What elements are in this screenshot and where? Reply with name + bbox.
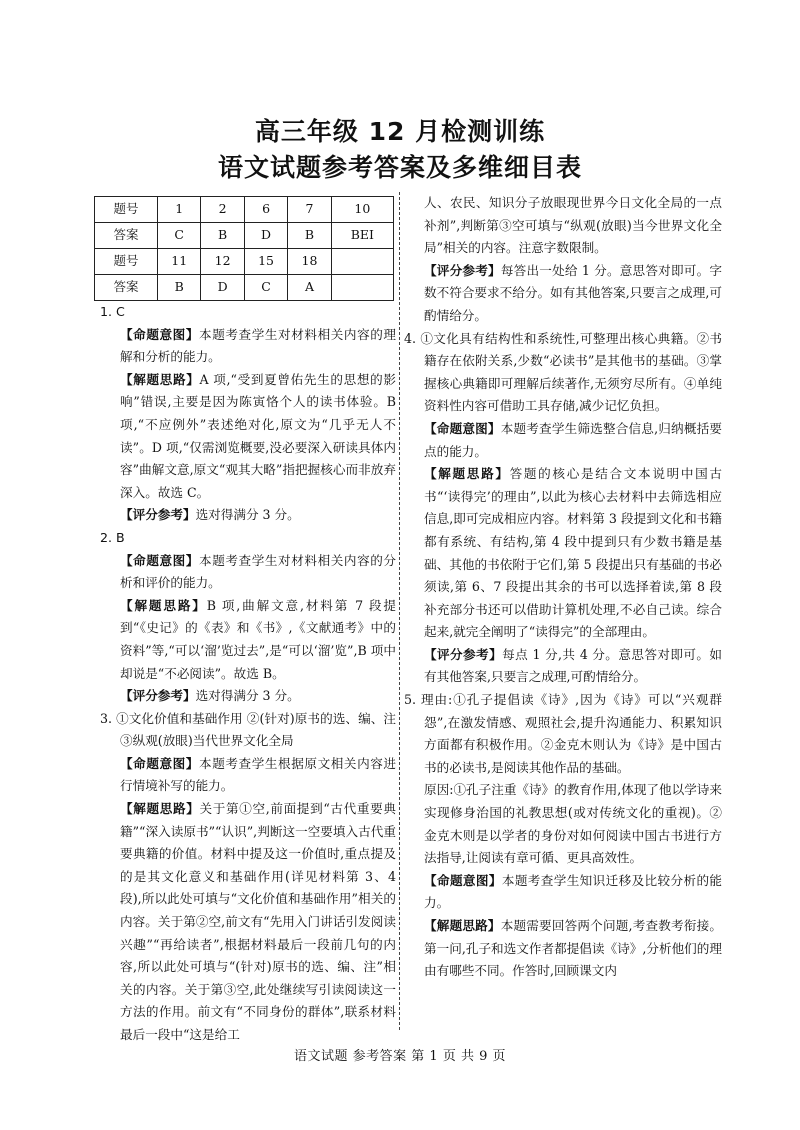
answer-table	[94, 196, 394, 301]
idea-text: 答题的核心是结合文本说明中国古书“‘读得完’的理由”,以此为核心去材料中去筛选相应信息,即可完成相应内容。材料第 3 段提到文化和书籍都有系统、有结构,第 4 段中提到只有少数书籍是基础、其他的书依附于它们,第 5 段提出只有基础的书必须读,第 6、7 段提出其余的书可以选择着读,第 8 段补充部分书还可以借助计算机处理,不必自己读。综合起来,就完全阐明了“读得完”的全部理由。	[424, 466, 723, 640]
page-title: 高三年级 12 月检测训练	[254, 117, 546, 146]
q4-intent	[404, 418, 722, 463]
table-cell: 答案	[95, 223, 158, 249]
score-text: 每点 1 分,共 4 分。意思答对即可。如有其他答案,只要言之成理,可酌情给分。	[424, 646, 723, 685]
q3-idea	[100, 798, 396, 1047]
q3-score	[404, 260, 722, 328]
q4-score	[404, 644, 722, 689]
column-divider	[399, 192, 400, 1030]
score-tag: 【评分参考】	[424, 262, 501, 278]
intent-tag: 【命题意图】	[120, 326, 200, 342]
q2-intent	[100, 550, 396, 595]
idea-tag: 【解题思路】	[120, 597, 207, 613]
score-tag: 【评分参考】	[120, 507, 196, 523]
table-cell: 题号	[95, 249, 158, 275]
q5-reason: 原因:①孔子注重《诗》的教育作用,体现了他以学诗来实现修身治国的礼教思想(或对传统文化的重视)。②金克木则是以学者的身份对如何阅读中国古书进行方法指导,让阅读有章可循、更具高效性。	[424, 782, 722, 866]
idea-tag: 【解题思路】	[424, 466, 510, 482]
table-cell: 12	[201, 249, 244, 275]
table-cell: D	[244, 223, 287, 249]
score-text: 选对得满分 3 分。	[195, 688, 300, 704]
table-cell: 答案	[95, 275, 158, 301]
table-cell: A	[288, 275, 331, 301]
q4-idea	[404, 463, 722, 644]
table-cell: B	[158, 275, 201, 301]
page-footer: 语文试题 参考答案 第 1 页 共 9 页	[294, 1049, 506, 1064]
q1-score	[100, 504, 396, 527]
table-cell: 6	[244, 197, 287, 223]
q3-continued: 人、农民、知识分子放眼现世界今日文化全局的一点补剂”,判断第③空可填与“纵观(放眼)当今世界文化全局”相关的内容。注意字数限制。	[424, 195, 722, 256]
right-column	[404, 192, 722, 983]
table-cell: 10	[331, 197, 393, 223]
intent-text: 本题考查学生对材料相关内容的理解和分析的能力。	[120, 326, 397, 365]
table-cell: B	[201, 223, 244, 249]
q1-intent	[100, 324, 396, 369]
table-cell	[331, 275, 393, 301]
q5-intent	[404, 870, 722, 915]
intent-text: 本题考查学生筛选整合信息,归纳概括要点的能力。	[424, 420, 722, 459]
idea-tag: 【解题思路】	[120, 801, 200, 817]
q1-answer: 1. C	[100, 304, 125, 319]
table-cell: B	[288, 223, 331, 249]
intent-tag: 【命题意图】	[424, 872, 502, 888]
page-subtitle: 语文试题参考答案及多维细目表	[217, 153, 582, 182]
left-column	[100, 192, 396, 1047]
idea-text: 关于第①空,前面提到“古代重要典籍”“深入读原书”“认识”,判断这一空要填入古代重要典籍的价值。材料中提及这一价值时,重点提及的是其文化意义和基础作用(详见材料第 3、4 段),所以此处可填与“文化价值和基础作用”相关的内容。关于第②空,前文有“先用入门讲话引发阅读兴趣”“再给读者”,根据材料最后一段前几句的内容,所以此处可填与“(针对)原书的选、编、注”相关的内容。关于第③空,此处继续写引读阅读这一方法的作用。前文有“不同身份的群体”,联系材料最后一段中“这是给工	[120, 801, 396, 1042]
table-cell: 7	[288, 197, 331, 223]
intent-text: 本题考查学生知识迁移及比较分析的能力。	[424, 872, 723, 911]
intent-tag: 【命题意图】	[424, 420, 501, 436]
score-tag: 【评分参考】	[120, 688, 196, 704]
table-cell: 题号	[95, 197, 158, 223]
table-cell: BEI	[331, 223, 393, 249]
intent-tag: 【命题意图】	[120, 755, 200, 771]
score-text: 选对得满分 3 分。	[195, 507, 300, 523]
q1-idea	[100, 369, 396, 505]
table-cell: 2	[201, 197, 244, 223]
intent-text: 本题考查学生对材料相关内容的分析和评价的能力。	[120, 552, 397, 591]
intent-tag: 【命题意图】	[120, 552, 200, 568]
table-cell: C	[158, 223, 201, 249]
q3-answer: 3. ①文化价值和基础作用 ②(针对)原书的选、编、注 ③纵观(放眼)当代世界文化全局	[100, 710, 396, 749]
q2-idea	[100, 595, 396, 685]
q2-score	[100, 685, 396, 708]
table-row	[95, 197, 394, 223]
q5-idea	[404, 915, 722, 983]
table-row	[95, 223, 394, 249]
q3-intent	[100, 753, 396, 798]
table-cell: 18	[288, 249, 331, 275]
table-cell: 11	[158, 249, 201, 275]
table-row	[95, 249, 394, 275]
q5-answer: 5. 理由:①孔子提倡读《诗》,因为《诗》可以“兴观群怨”,在激发情感、观照社会,提升沟通能力、积累知识方面都有积极作用。②金克木则认为《诗》是中国古书的必读书,是阅读其他作品的基础。	[404, 692, 722, 775]
intent-text: 本题考查学生根据原文相关内容进行情境补写的能力。	[120, 755, 397, 794]
q2-answer: 2. B	[100, 529, 125, 545]
idea-text: B 项,曲解文意,材料第 7 段提到“《史记》的《表》和《书》,《文献通考》中的资料”等,“可以‘溜’览过去”,是“可以‘溜’览”,B 项中却说是“不必阅读”。故选 B。	[120, 597, 396, 681]
idea-text: A 项,“受到夏曾佑先生的思想的影响”错误,主要是因为陈寅恪个人的读书体验。B 项,“不应例外”表述绝对化,原文为“几乎无人不读”。D 项,“仅需浏览概要,没必要深入研读具体内容”曲解文意,原文“观其大略”指把握核心而非放弃深入。故选 C。	[120, 371, 396, 500]
table-cell: 15	[244, 249, 287, 275]
table-cell: D	[201, 275, 244, 301]
idea-tag: 【解题思路】	[424, 918, 501, 933]
q4-answer: 4. ①文化具有结构性和系统性,可整理出核心典籍。②书籍存在依附关系,少数“必读书”是其他书的基础。③掌握核心典籍即可理解后续著作,无须穷尽所有。④单纯资料性内容可借助工具存储,减少记忆负担。	[404, 330, 722, 414]
table-row	[95, 275, 394, 301]
table-cell	[331, 249, 393, 275]
table-cell: 1	[158, 197, 201, 223]
table-cell: C	[244, 275, 287, 301]
score-tag: 【评分参考】	[424, 646, 503, 662]
idea-text: 本题需要回答两个问题,考查教考衔接。第一问,孔子和选文作者都提倡读《诗》,分析他们的理由有哪些不同。作答时,回顾课文内	[424, 918, 722, 979]
idea-tag: 【解题思路】	[120, 371, 200, 387]
score-text: 每答出一处给 1 分。意思答对即可。字数不符合要求不给分。如有其他答案,只要言之成理,可酌情给分。	[424, 262, 722, 323]
